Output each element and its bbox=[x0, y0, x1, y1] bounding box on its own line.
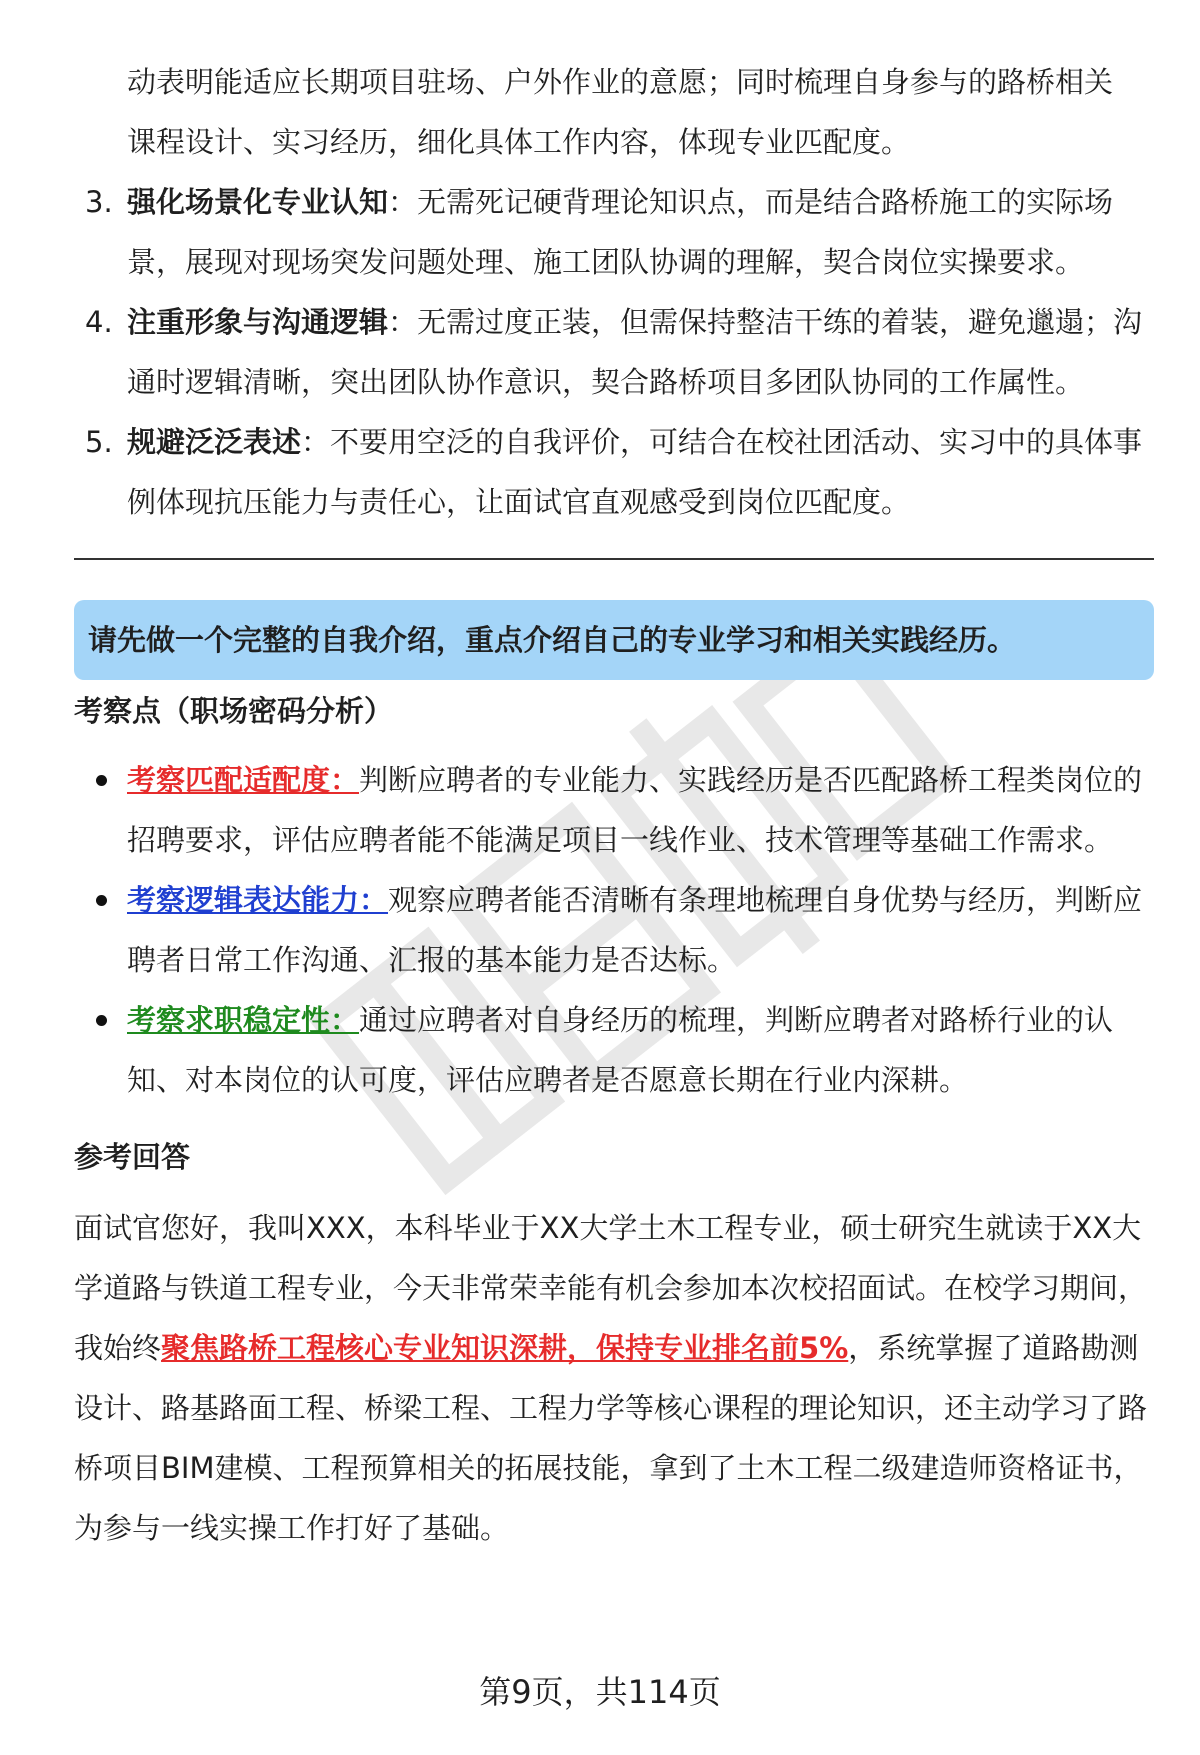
tip-item bbox=[74, 292, 1154, 412]
point-keyword: 考察匹配适配度： bbox=[127, 763, 360, 797]
tips-list bbox=[74, 172, 1154, 532]
answer-highlight: 聚焦路桥工程核心专业知识深耕，保持专业排名前5% bbox=[161, 1331, 849, 1365]
bullet-dot-icon bbox=[96, 775, 107, 786]
page-content bbox=[74, 52, 1154, 1558]
tip-number: 5. bbox=[85, 425, 113, 459]
analysis-points bbox=[74, 750, 1154, 1110]
page-footer: 第9页，共114页 bbox=[479, 1673, 721, 1711]
tip-title: 规避泛泛表述 bbox=[127, 425, 302, 459]
tip-item bbox=[74, 172, 1154, 292]
tip-continued-line-2: 课程设计、实习经历，细化具体工作内容，体现专业匹配度。 bbox=[127, 125, 911, 159]
bullet-dot-icon bbox=[96, 1015, 107, 1026]
analysis-title: 考察点（职场密码分析） bbox=[74, 694, 394, 728]
tip-number: 3. bbox=[85, 185, 113, 219]
tip-title: 强化场景化专业认知 bbox=[127, 185, 389, 219]
question-box: 请先做一个完整的自我介绍，重点介绍自己的专业学习和相关实践经历。 bbox=[74, 600, 1154, 680]
tip-title: 注重形象与沟通逻辑 bbox=[127, 305, 389, 339]
point-keyword: 考察求职稳定性： bbox=[127, 1003, 360, 1037]
point-keyword: 考察逻辑表达能力： bbox=[127, 883, 389, 917]
tip-continued-line-1: 动表明能适应长期项目驻场、户外作业的意愿；同时梳理自身参与的路桥相关 bbox=[127, 65, 1114, 99]
point-body: 观察应聘者能否清晰有条理地梳理自身优势与经历，判断应聘者日常工作沟通、汇报的基本能力是否达标。 bbox=[127, 883, 1143, 977]
answer-paragraph bbox=[74, 1198, 1154, 1558]
section-divider bbox=[74, 558, 1154, 560]
answer-title: 参考回答 bbox=[74, 1140, 191, 1174]
bullet-dot-icon bbox=[96, 895, 107, 906]
tip-body: ：无需死记硬背理论知识点，而是结合路桥施工的实际场景，展现对现场突发问题处理、施工团队协调的理解，契合岗位实操要求。 bbox=[127, 185, 1114, 279]
tip-item bbox=[74, 412, 1154, 532]
analysis-point bbox=[74, 750, 1154, 870]
point-body: 通过应聘者对自身经历的梳理，判断应聘者对路桥行业的认知、对本岗位的认可度，评估应聘者是否愿意长期在行业内深耕。 bbox=[127, 1003, 1114, 1097]
analysis-point bbox=[74, 990, 1154, 1110]
tip-number: 4. bbox=[85, 305, 113, 339]
analysis-point bbox=[74, 870, 1154, 990]
tip-body: ：不要用空泛的自我评价，可结合在校社团活动、实习中的具体事例体现抗压能力与责任心，让面试官直观感受到岗位匹配度。 bbox=[127, 425, 1143, 519]
tip-body: ：无需过度正装，但需保持整洁干练的着装，避免邋遢；沟通时逻辑清晰，突出团队协作意识，契合路桥项目多团队协同的工作属性。 bbox=[127, 305, 1143, 399]
answer-text-2: ，系统掌握了道路勘测设计、路基路面工程、桥梁工程、工程力学等核心课程的理论知识，还主动学习了路桥项目BIM建模、工程预算相关的拓展技能，拿到了土木工程二级建造师资格证书，为参与一线实操工作打好了基础。 bbox=[74, 1331, 1148, 1545]
point-body: 判断应聘者的专业能力、实践经历是否匹配路桥工程类岗位的招聘要求，评估应聘者能不能满足项目一线作业、技术管理等基础工作需求。 bbox=[127, 763, 1143, 857]
answer-text-1: 面试官您好，我叫XXX，本科毕业于XX大学土木工程专业，硕士研究生就读于XX大学道路与铁道工程专业，今天非常荣幸能有机会参加本次校招面试。在校学习期间，我始终 bbox=[74, 1211, 1148, 1365]
